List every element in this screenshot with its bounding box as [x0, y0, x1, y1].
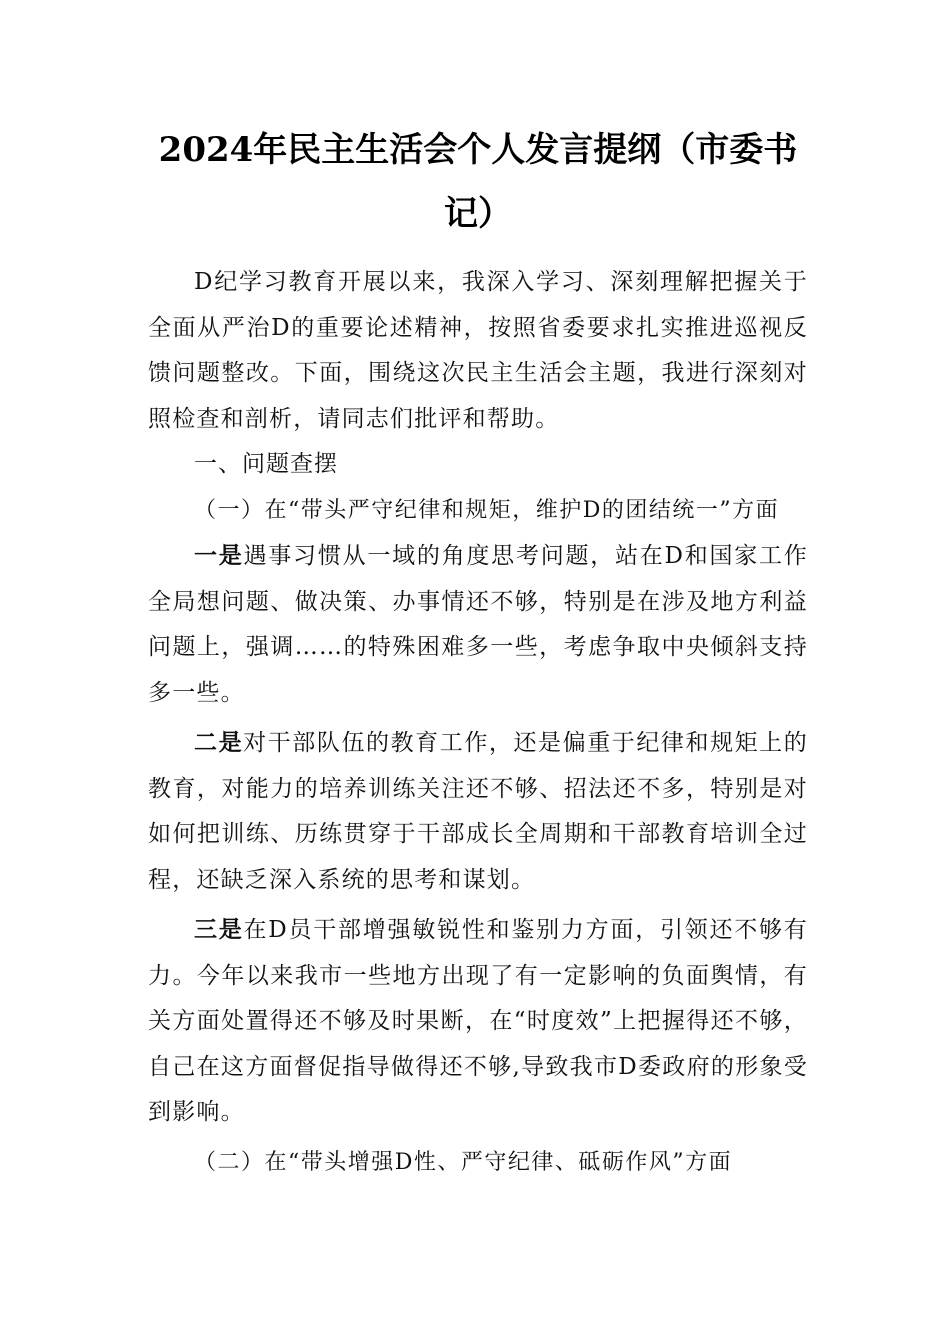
item-text-2: 对干部队伍的教育工作，还是偏重于纪律和规矩上的教育，对能力的培养训练关注还不够、招法还不多，特别是对如何把训练、历练贯穿于干部成长全周期和干部教育培训全过程，还缺乏深入系统的思考和谋划。	[148, 730, 808, 893]
item-paragraph-1	[148, 533, 808, 716]
subsection-heading-1: （一）在“带头严守纪律和规矩，维护D的团结统一”方面	[194, 497, 780, 523]
item-text-3: 在D员干部增强敏锐性和鉴别力方面，引领还不够有力。今年以来我市一些地方出现了有一定影响的负面舆情，有关方面处置得还不够及时果断，在“时度效”上把握得还不够，自己在这方面督促指导做得还不够,导致我市D委政府的形象受到影响。	[148, 917, 808, 1125]
document-title: 2024年民主生活会个人发言提纲（市委书记）	[158, 130, 798, 234]
intro-paragraph: D纪学习教育开展以来，我深入学习、深刻理解把握关于全面从严治D的重要论述精神，按照省委要求扎实推进巡视反馈问题整改。下面，围绕这次民主生活会主题，我进行深刻对照检查和剖析，请同志们批评和帮助。	[148, 269, 808, 432]
item-paragraph-2	[148, 720, 808, 903]
item-lead-3: 三是	[194, 916, 244, 943]
item-paragraph-3	[148, 907, 808, 1136]
subsection-heading-2: （二）在“带头增强D性、严守纪律、砥砺作风”方面	[194, 1149, 733, 1175]
document-page	[148, 118, 808, 1185]
section-heading-problems: 一、问题查摆	[194, 451, 338, 477]
item-lead-1: 一是	[194, 542, 244, 569]
item-text-1: 遇事习惯从一域的角度思考问题，站在D和国家工作全局想问题、做决策、办事情还不够，特别是在涉及地方利益问题上，强调……的特殊困难多一些，考虑争取中央倾斜支持多一些。	[148, 543, 808, 706]
item-lead-2: 二是	[194, 729, 244, 756]
